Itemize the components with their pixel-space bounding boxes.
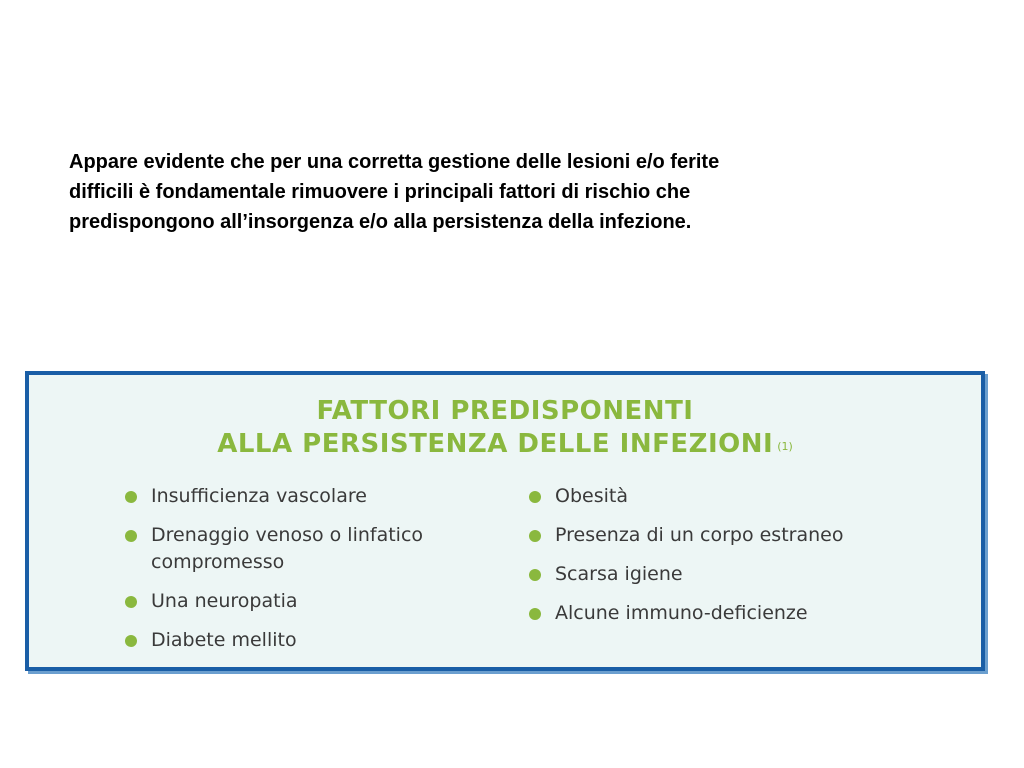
list-item-label: Presenza di un corpo estraneo (555, 524, 844, 546)
list-item-label: Alcune immuno-deficienze (555, 602, 808, 624)
list-item (529, 522, 909, 549)
list-item (125, 483, 505, 510)
list-item-label: Drenaggio venoso o linfatico compromesso (151, 524, 424, 573)
risk-factors-panel (25, 371, 985, 671)
green-dot-bullet-icon (125, 530, 137, 542)
green-dot-bullet-icon (529, 569, 541, 581)
list-item (529, 561, 909, 588)
panel-title (29, 395, 981, 461)
green-dot-bullet-icon (125, 596, 137, 608)
reference-marker: (1) (777, 440, 793, 453)
intro-line: difficili è fondamentale rimuovere i principali fattori di rischio che (69, 181, 691, 203)
list-item-label: Scarsa igiene (555, 563, 683, 585)
panel-title-line-1: FATTORI PREDISPONENTI (316, 396, 694, 426)
intro-line: predispongono all’insorgenza e/o alla persistenza della infezione. (69, 211, 692, 233)
left-factor-list (125, 483, 505, 666)
list-item (529, 483, 909, 510)
green-dot-bullet-icon (529, 491, 541, 503)
list-item-label: Una neuropatia (151, 590, 298, 612)
right-factor-list (529, 483, 909, 639)
panel-title-line-2-text: ALLA PERSISTENZA DELLE INFEZIONI (217, 429, 774, 459)
list-item-label: Diabete mellito (151, 629, 297, 651)
green-dot-bullet-icon (529, 530, 541, 542)
intro-paragraph (69, 147, 949, 237)
list-item (125, 627, 505, 654)
green-dot-bullet-icon (529, 608, 541, 620)
list-item-label: Insufficienza vascolare (151, 485, 367, 507)
list-item (125, 522, 505, 576)
list-item (125, 588, 505, 615)
panel-title-line-2 (29, 428, 981, 461)
green-dot-bullet-icon (125, 635, 137, 647)
green-dot-bullet-icon (125, 491, 137, 503)
intro-line: Appare evidente che per una corretta gestione delle lesioni e/o ferite (69, 151, 720, 173)
list-item-label: Obesità (555, 485, 628, 507)
list-item (529, 600, 909, 627)
